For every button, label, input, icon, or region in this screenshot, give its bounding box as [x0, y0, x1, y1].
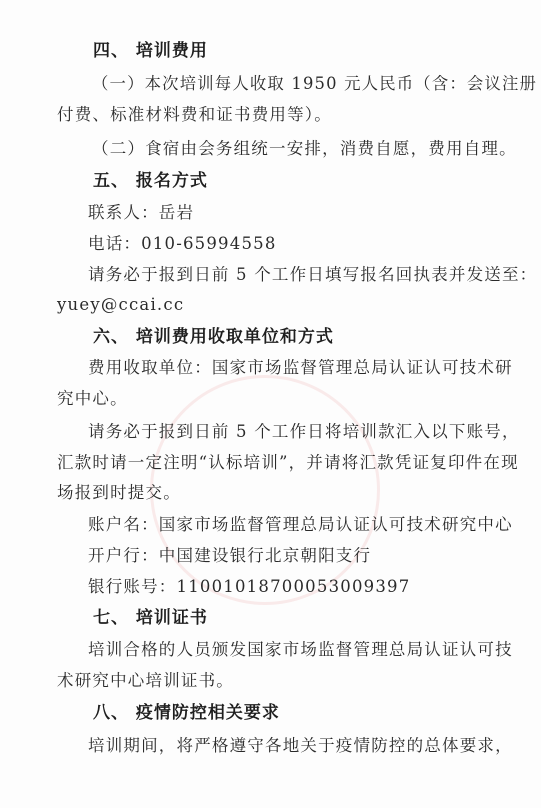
payment-account-name: 账户名：国家市场监督管理总局认证认可技术研究中心 — [88, 515, 513, 534]
registration-phone: 电话：010-65994558 — [88, 234, 277, 253]
section-heading-fees: 四、 培训费用 — [93, 41, 208, 61]
certificate-text-line-2: 术研究中心培训证书。 — [57, 671, 234, 690]
payment-unit-line-2: 究中心。 — [57, 389, 128, 408]
section-heading-payment: 六、 培训费用收取单位和方式 — [93, 327, 334, 347]
payment-bank: 开户行：中国建设银行北京朝阳支行 — [88, 546, 372, 565]
payment-unit-line-1: 费用收取单位：国家市场监督管理总局认证认可技术研 — [88, 358, 513, 377]
certificate-text-line-1: 培训合格的人员颁发国家市场监督管理总局认证认可技 — [88, 640, 513, 659]
payment-remit-line-1: 请务必于报到日前 5 个工作日将培训款汇入以下账号， — [88, 422, 520, 441]
payment-remit-line-2: 汇款时请一定注明“认标培训”，并请将汇款凭证复印件在现 — [57, 453, 519, 472]
faint-stamp-mark — [150, 375, 380, 605]
registration-contact: 联系人：岳岩 — [88, 203, 195, 222]
payment-remit-line-3: 场报到时提交。 — [57, 483, 181, 502]
epidemic-text-line-1: 培训期间，将严格遵守各地关于疫情防控的总体要求， — [88, 736, 513, 755]
section-heading-epidemic: 八、 疫情防控相关要求 — [93, 703, 280, 723]
fees-paragraph-1-line-2: 付费、标准材料费和证书费用等）。 — [57, 105, 332, 124]
registration-email: yuey@ccai.cc — [57, 295, 185, 314]
registration-instruction-line-1: 请务必于报到日前 5 个工作日填写报名回执表并发送至： — [88, 265, 538, 284]
fees-paragraph-1-line-1: （一）本次培训每人收取 1950 元人民币（含：会议注册 — [92, 74, 538, 93]
fees-paragraph-2: （二）食宿由会务组统一安排，消费自愿，费用自理。 — [92, 139, 517, 158]
section-heading-certificate: 七、 培训证书 — [93, 608, 208, 628]
payment-account-number: 银行账号：11001018700053009397 — [88, 577, 411, 596]
section-heading-registration: 五、 报名方式 — [93, 171, 208, 191]
